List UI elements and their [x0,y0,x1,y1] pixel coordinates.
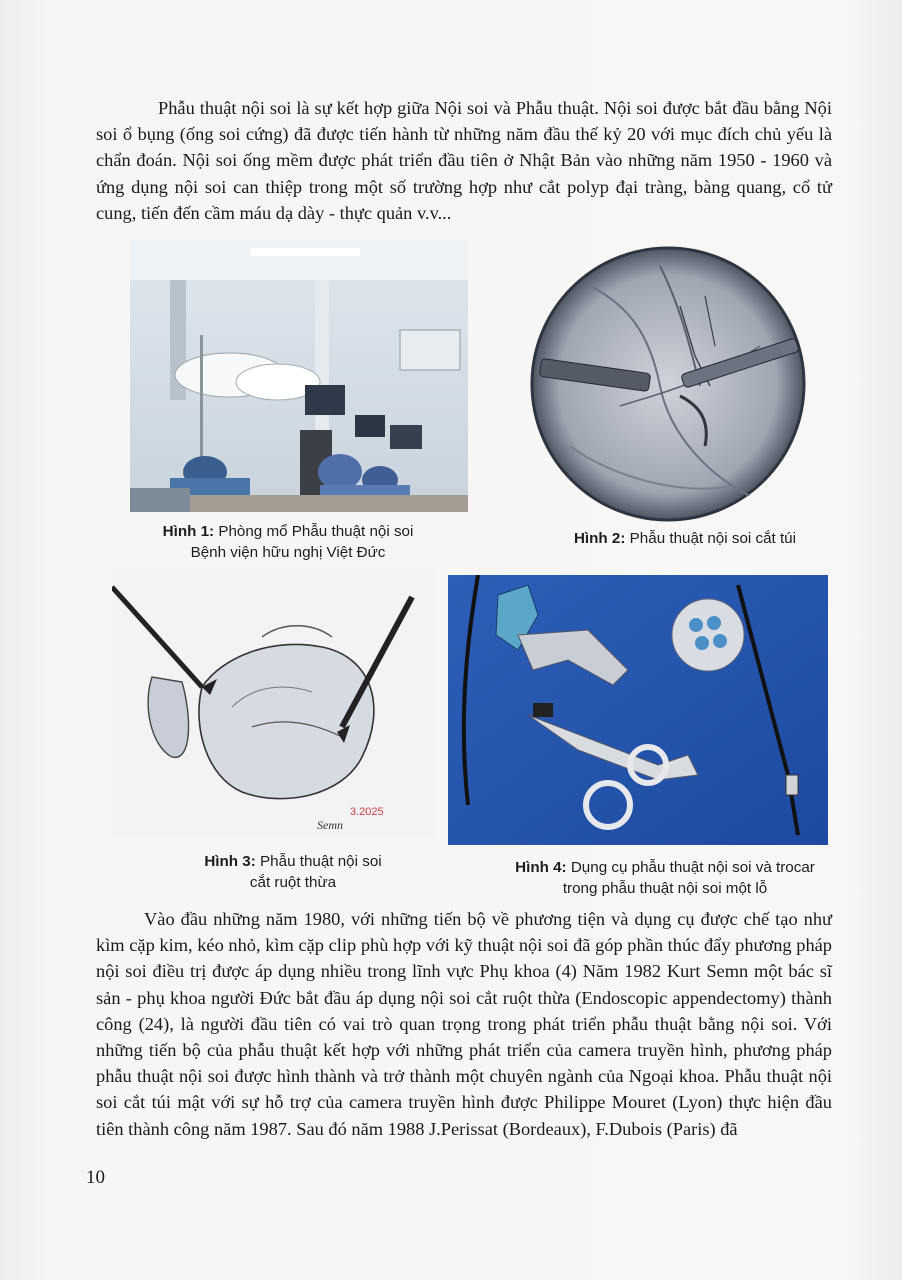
figure-4-caption-line-2: trong phẫu thuật nội soi một lỗ [562,880,768,897]
intro-paragraph: Phẫu thuật nội soi là sự kết hợp giữa Nội soi và Phẫu thuật. Nội soi được bắt đầu bằng Nội soi ổ bụng (ống soi cứng) đã được tiến hành từ những năm đầu thế kỷ 20 với mục đích chủ yếu là chẩn đoán. Nội soi ống mềm được phát triển đầu tiên ở Nhật Bản vào những năm 1950 - 1960 và ứng dụng nội soi can thiệp trong một số trường hợp như cắt polyp đại tràng, bàng quang, cổ tử cung, tiến đến cầm máu dạ dày - thực quản v.v... [96,98,832,223]
history-paragraph: Vào đầu những năm 1980, với những tiến bộ về phương tiện và dụng cụ được chế tạo như kìm cặp kim, kéo nhỏ, kìm cặp clip phù hợp với kỹ thuật nội soi đã góp phần thúc đẩy phương pháp nội soi điều trị được áp dụng nhiều trong lĩnh vực Phụ khoa (4) Năm 1982 Kurt Semn một bác sĩ sản - phụ khoa người Đức bắt đầu áp dụng nội soi cắt ruột thừa (Endoscopic appendectomy) thành công (24), là người đầu tiên có vai trò quan trọng trong phát triển phẫu thuật bằng nội soi. Với những tiến bộ của phẫu thuật kết hợp với những phát triển của camera truyền hình, phương pháp phẫu thuật nội soi được hình thành và trở thành một chuyên ngành của Ngoại khoa. Phẫu thuật nội soi cắt túi mật với sự hỗ trợ của camera truyền hình được Philippe Mouret (Lyon) thực hiện đầu tiên thành công năm 1987. Sau đó năm 1988 J.Perissat (Bordeaux), F.Dubois (Paris) đã [96,909,832,1139]
figure-2-caption-line-1: Phẫu thuật nội soi cắt túi [629,530,797,547]
figure-1-label: Hình 1: [162,523,215,540]
page-number: 10 [86,1167,105,1188]
figure-1-caption-line-2: Bệnh viện hữu nghị Việt Đức [190,544,386,561]
figure-4-caption [470,857,860,899]
figure-4-label: Hình 4: [515,859,567,876]
figure-2-caption [540,528,830,549]
figure-2-cholecystectomy-illustration [530,246,806,522]
figure-1-caption [128,521,448,563]
figure-3-signature: Semn [317,818,343,832]
figure-1-operating-room-photo [130,240,468,512]
figure-3-label: Hình 3: [204,853,256,870]
figure-3-date-mark: 3.2025 [350,806,384,818]
figure-2-label: Hình 2: [573,530,626,547]
figure-1-caption-line-1: Phòng mổ Phẫu thuật nội soi [218,523,414,540]
figure-3-caption [160,851,426,893]
figure-3-appendectomy-illustration [112,567,434,837]
figure-3-caption-line-2: cắt ruột thừa [249,874,337,891]
figure-3-caption-line-1: Phẫu thuật nội soi [260,853,382,870]
figure-4-instruments-photo [448,575,828,845]
figure-4-caption-line-1: Dụng cụ phẫu thuật nội soi và trocar [570,859,815,876]
